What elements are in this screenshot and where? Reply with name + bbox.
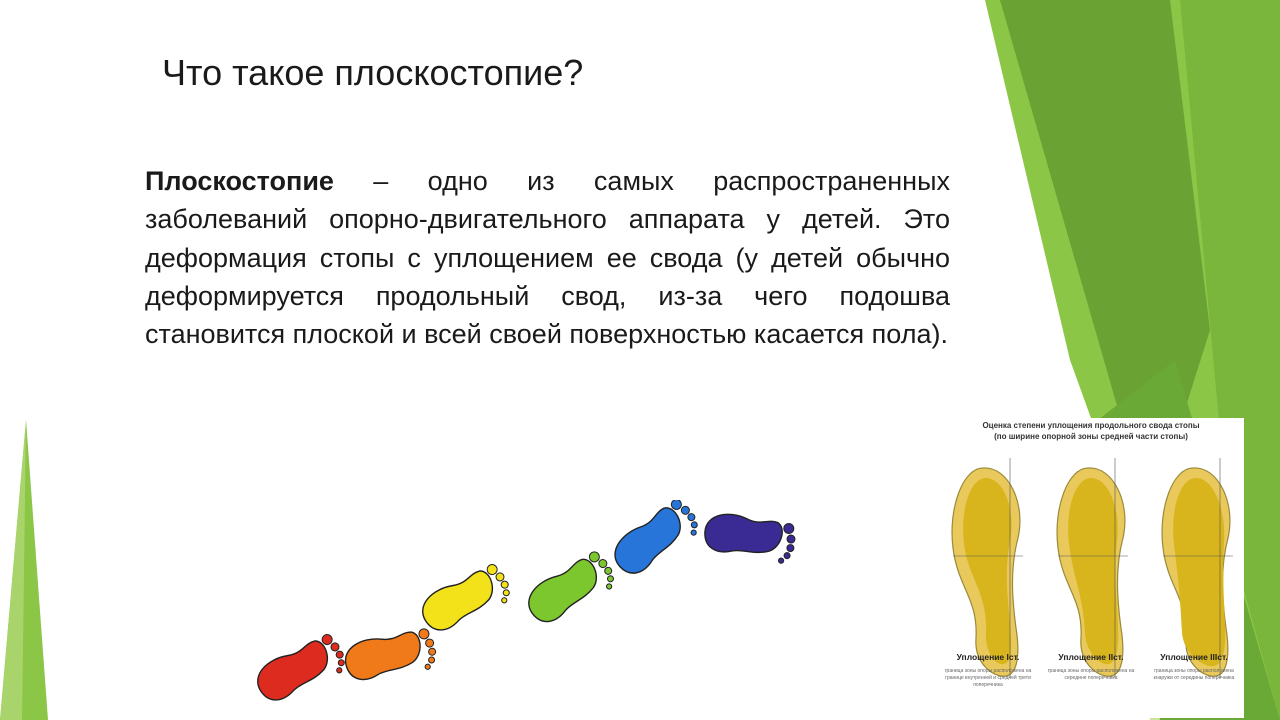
footprint-green bbox=[521, 548, 620, 628]
flatfoot-degree-diagram bbox=[938, 418, 1244, 718]
sole-grade-3 bbox=[1162, 458, 1233, 678]
caption-grade-2: Уплощение IIст. bbox=[1058, 652, 1124, 662]
note-grade-1: граница зоны опоры расположена на границе внутренней и средней трети поперечника bbox=[944, 668, 1032, 688]
definition-term: Плоскостопие bbox=[145, 166, 334, 196]
sole-grade-2 bbox=[1057, 458, 1128, 678]
note-grade-2: граница зоны опоры расположена на середине поперечника bbox=[1047, 668, 1135, 681]
caption-grade-3: Уплощение IIIст. bbox=[1160, 652, 1228, 662]
foot-sole-drawings bbox=[938, 448, 1244, 678]
footprint-red bbox=[251, 631, 350, 706]
diagram-title-line2: (по ширине опорной зоны средней части стопы) bbox=[994, 432, 1188, 441]
slide-title: Что такое плоскостопие? bbox=[162, 52, 584, 93]
diagram-title bbox=[938, 420, 1244, 442]
note-grade-3: граница зоны опоры расположена кнаружи от середины поперечника bbox=[1153, 668, 1235, 681]
sole-grade-1 bbox=[952, 458, 1023, 678]
definition-paragraph bbox=[145, 162, 950, 353]
diagram-title-line1: Оценка степени уплощения продольного свода стопы bbox=[982, 421, 1200, 430]
definition-text: – одно из самых распространенных заболеваний опорно-двигательного аппарата у детей. Это деформация стопы с уплощением ее свода (у детей обычно деформируется продольный свод, из-за чего подошва становится плоской и всей своей поверхностью касается пола). bbox=[145, 166, 950, 350]
footprint-purple bbox=[702, 509, 798, 565]
bg-left-spike-shade bbox=[0, 420, 26, 720]
caption-grade-1: Уплощение Iст. bbox=[956, 652, 1020, 662]
colored-footprints-illustration bbox=[250, 500, 810, 710]
footprint-orange bbox=[342, 628, 438, 684]
footprint-yellow bbox=[416, 561, 515, 636]
footprint-blue bbox=[606, 500, 704, 581]
